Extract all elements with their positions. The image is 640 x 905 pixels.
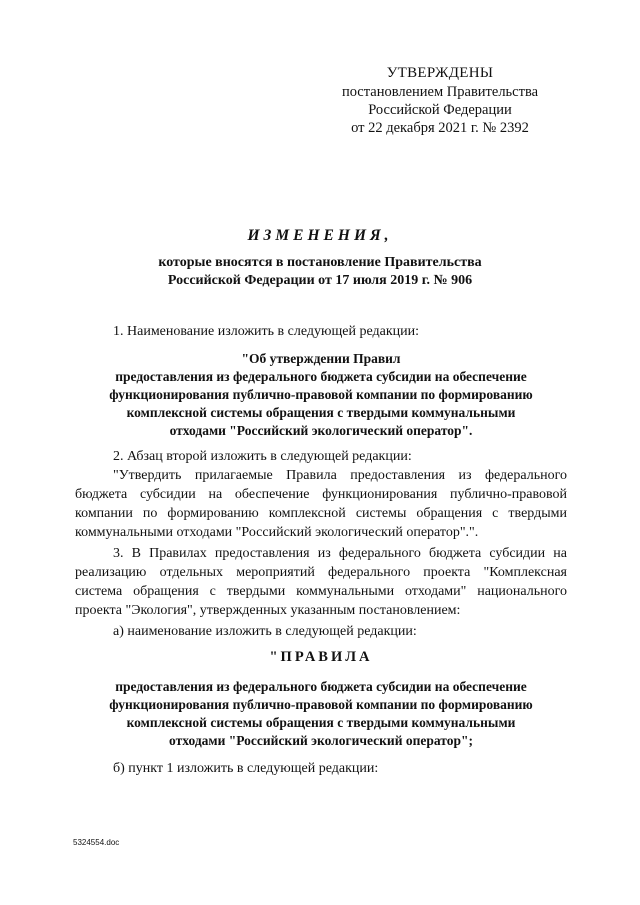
rules-name-line-3: комплексной системы обращения с твердыми коммунальными	[126, 715, 516, 730]
rules-title: "ПРАВИЛА	[269, 649, 373, 665]
rules-name-line-2: функционирования публично-правовой компании по формированию	[109, 697, 533, 712]
approval-line-2: Российской Федерации	[368, 102, 512, 118]
item-1-name-line-4: комплексной системы обращения с твердыми коммунальными	[126, 405, 516, 420]
subtitle-line-2: Российской Федерации от 17 июля 2019 г. № 906	[167, 273, 473, 288]
rules-name-line-4: отходами "Российский экологический оператор";	[169, 733, 473, 748]
document-subtitle	[0, 254, 640, 290]
item-2-text: 2. Абзац второй изложить в следующей редакции:	[113, 449, 412, 464]
item-1-new-name	[75, 350, 567, 440]
item-3-sub-a: а) наименование изложить в следующей редакции:	[113, 624, 417, 639]
subtitle-line-1: которые вносятся в постановление Правительства	[158, 255, 482, 270]
item-1-name-line-3: функционирования публично-правовой компании по формированию	[109, 387, 533, 402]
item-1-name-line-2: предоставления из федерального бюджета субсидии на обеспечение	[115, 369, 527, 384]
item-2-quote: "Утвердить прилагаемые Правила предоставления из федерального бюджета субсидии на обеспечение функционирования публично-правовой компании по формированию комплексной системы обращения с твердыми коммунальными отходами "Российский экологический оператор".".	[75, 468, 567, 540]
approval-line-1: постановлением Правительства	[341, 84, 539, 100]
approval-head: УТВЕРЖДЕНЫ	[386, 65, 494, 81]
approval-line-3: от 22 декабря 2021 г. № 2392	[351, 120, 529, 136]
document-body	[75, 322, 567, 778]
rules-name	[75, 678, 567, 750]
item-3-sub-b: б) пункт 1 изложить в следующей редакции:	[113, 761, 379, 776]
approval-stamp	[330, 64, 550, 137]
document-title: ИЗМЕНЕНИЯ,	[247, 227, 393, 244]
file-code: 5324554.doc	[73, 838, 120, 847]
item-3-text: 3. В Правилах предоставления из федерального бюджета субсидии на реализацию отдельных мероприятий федерального проекта "Комплексная система обращения с твердыми коммунальными отходами" национального проекта "Экология", утвержденных указанным постановлением:	[75, 546, 567, 618]
rules-name-line-1: предоставления из федерального бюджета субсидии на обеспечение	[115, 679, 527, 694]
item-1-name-line-1: "Об утверждении Правил	[241, 351, 401, 366]
item-1-text: 1. Наименование изложить в следующей редакции:	[113, 324, 419, 339]
item-1-name-line-5: отходами "Российский экологический оператор".	[169, 423, 473, 438]
